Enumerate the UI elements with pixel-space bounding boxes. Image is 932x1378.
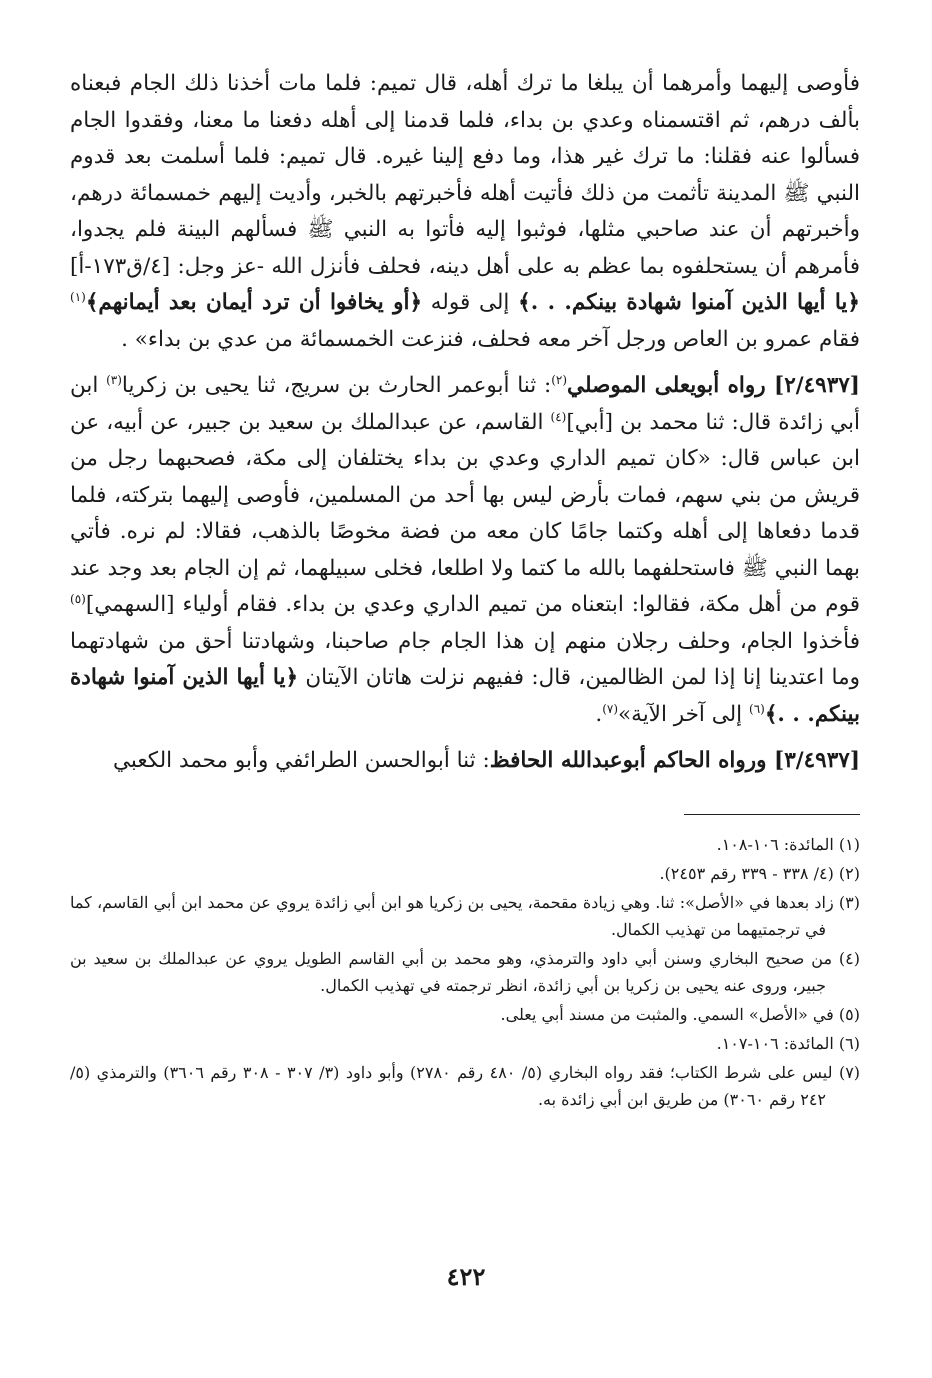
footnote-ref: (٥) <box>70 591 86 606</box>
footnote-ref: (٦) <box>749 701 765 716</box>
paragraph-2-text: ابن أبي زائدة قال: ثنا محمد بن [أبي] <box>70 373 860 435</box>
footnote-ref: (٤) <box>550 409 567 424</box>
page-number: ٤٢٢ <box>446 1262 486 1291</box>
paragraph-3-text: : ثنا أبوالحسن الطرائفي وأبو محمد الكعبي <box>112 748 490 773</box>
paragraph-1-text: فأوصى إليهما وأمرهما أن يبلغا ما ترك أهله، قال تميم: فلما مات أخذنا ذلك الجام فبعناه بألف درهم، ثم اقتسمناه وعدي بن بداء، فلما قدمنا إلى أهله دفعنا ما معنا، وفقدوا الجام فسألوا عنه فقلنا: ما ترك غير هذا، وما دفع إلينا غيره. قال تميم: فلما أسلمت بعد قدوم النبي ﷺ المدينة تأثمت من ذلك فأتيت أهله فأخبرتهم بالخبر، وأديت إليهم خمسمائة درهم، وأخبرتهم أن عند صاحبي مثلها، فوثبوا إليه فأتوا به النبي ﷺ فسألهم البينة فلم يجدوا، فأمرهم أن يستحلفوه بما عظم به على أهل دينه، فحلف فأنزل الله -عز وجل: [٤/ق١٧٣-أ] <box>70 71 861 279</box>
paragraph-3 <box>70 743 860 780</box>
footnote-6: (٦) المائدة: ١٠٦-١٠٧. <box>716 1033 860 1053</box>
footnote-ref: (١) <box>70 289 86 304</box>
paragraph-1-connector: إلى قوله <box>422 290 519 315</box>
footnotes <box>70 831 860 1113</box>
paragraph-2-text: القاسم، عن عبدالملك بن سعيد بن جبير، عن أبيه، عن ابن عباس قال: «كان تميم الداري وعدي بن بداء يختلفان إلى مكة، فصحبهما رجل من قريش من بني سهم، فمات بأرض ليس بها أحد من المسلمين، فأوصى إليهما بتركته، فلما قدما دفعاها إلى أهله وكتما جامًا كان معه من فضة مخوصًا بالذهب، فقالا: لم نره. فأتي بهما النبي ﷺ فاستحلفهما بالله ما كتما ولا اطلعا، فخلى سبيلهما، ثم إن الجام بعد وجد عند قوم من أهل مكة، فقالوا: ابتعناه من تميم الداري وعدي بن بداء. فقام أولياء [السهمي] <box>70 409 860 617</box>
footnote-7: (٧) ليس على شرط الكتاب؛ فقد رواه البخاري (٥/ ٤٨٠ رقم ٢٧٨٠) وأبو داود (٣/ ٣٠٧ - ٣٠٨ رقم ٣٦٠٦) والترمذي (٥/ ٢٤٢ رقم ٣٠٦٠) من طريق ابن أبي زائدة به. <box>70 1062 861 1109</box>
page <box>70 66 860 1115</box>
paragraph-1-end: فقام عمرو بن العاص ورجل آخر معه فحلف، فنزعت الخمسمائة من عدي بن بداء» . <box>121 326 860 352</box>
footnote-ref: (٣) <box>106 372 122 387</box>
main-text <box>70 66 860 780</box>
footnote-3: (٣) زاد بعدها في «الأصل»: ثنا. وهي زيادة مقحمة، يحيى بن زكريا هو ابن أبي زائدة يروي عن محمد ابن أبي القاسم، كما في ترجمتيهما من تهذيب الكمال. <box>70 892 860 939</box>
paragraph-1 <box>70 66 860 358</box>
paragraph-2-text: فأخذوا الجام، وحلف رجلان منهم إن هذا الجام جام صاحبنا، وشهادتنا أحق من شهادتهما وما اعتدينا إنا إذا لمن الظالمين، قال: ففيهم نزلت هاتان الآيتان <box>70 628 860 690</box>
quran-quote: ﴿يا أيها الذين آمنوا شهادة بينكم. . .﴾ <box>70 665 860 727</box>
hadith-reference: [٢/٤٩٣٧] رواه أبويعلى الموصلي <box>567 373 860 398</box>
paragraph-2-end: . <box>595 701 603 727</box>
quran-quote: ﴿يا أيها الذين آمنوا شهادة بينكم. . .﴾ <box>518 290 860 315</box>
footnote-ref: (٧) <box>602 701 619 716</box>
footnote-divider <box>684 814 860 815</box>
hadith-reference: [٣/٤٩٣٧] ورواه الحاكم أبوعبدالله الحافظ <box>489 748 860 773</box>
footnote-2: (٢) (٤/ ٣٣٨ - ٣٣٩ رقم ٢٤٥٣). <box>659 863 860 883</box>
paragraph-2-text: إلى آخر الآية» <box>618 701 749 727</box>
quran-quote: ﴿أو يخافوا أن ترد أيمان بعد أيمانهم﴾ <box>85 290 423 315</box>
paragraph-2 <box>70 368 860 733</box>
footnote-1: (١) المائدة: ١٠٦-١٠٨. <box>716 834 860 854</box>
paragraph-2-text: : ثنا أبوعمر الحارث بن سريج، ثنا يحيى بن زكريا <box>121 373 552 398</box>
footnote-5: (٥) في «الأصل» السمي. والمثبت من مسند أبي يعلى. <box>500 1004 860 1024</box>
footnote-4: (٤) من صحيح البخاري وسنن أبي داود والترمذي، وهو محمد بن أبي القاسم الطويل يروي عن عبدالملك بن سعيد بن جبير، وروى عنه يحيى بن زكريا بن أبي زائدة، انظر ترجمته في تهذيب الكمال. <box>70 948 861 995</box>
footnote-ref: (٢) <box>551 372 568 387</box>
